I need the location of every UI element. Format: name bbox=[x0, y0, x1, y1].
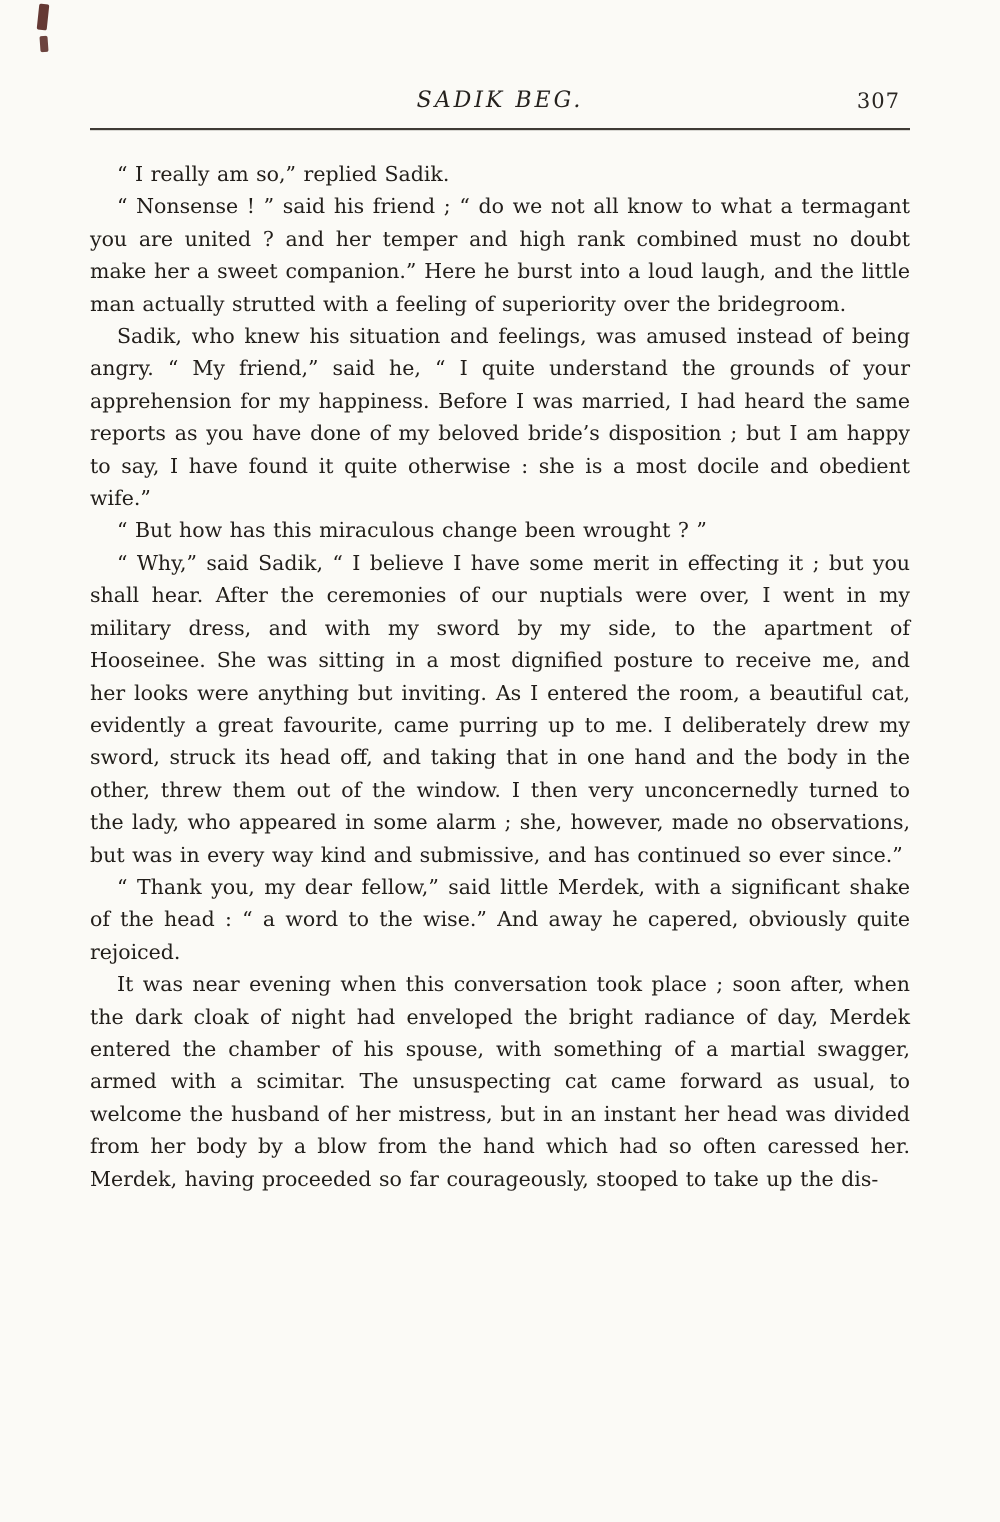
text-body bbox=[90, 158, 910, 1195]
scan-artifact bbox=[39, 36, 48, 53]
paragraph: “ Why,” said Sadik, “ I believe I have some merit in effecting it ; but you shall hear. After the ceremonies of our nuptials were over, I went in my military dress, and with my sword by my side, to the apartment of Hooseinee. She was sitting in a most dignified posture to receive me, and her looks were anything but inviting. As I entered the room, a beautiful cat, evidently a great favourite, came purring up to me. I deliberately drew my sword, struck its head off, and taking that in one hand and the body in the other, threw them out of the window. I then very unconcernedly turned to the lady, who appeared in some alarm ; she, however, made no observations, but was in every way kind and submissive, and has continued so ever since.” bbox=[90, 550, 910, 867]
paragraph: “ But how has this miraculous change been wrought ? ” bbox=[117, 518, 707, 543]
scan-artifact bbox=[37, 4, 50, 31]
text-column bbox=[90, 88, 910, 1195]
paragraph: Sadik, who knew his situation and feelings, was amused instead of being angry. “ My friend,” said he, “ I quite understand the grounds of your apprehension for my happiness. Before I was married, I had heard the same reports as you have done of my beloved bride’s disposition ; but I am happy to say, I have found it quite otherwise : she is a most docile and obedient wife.” bbox=[90, 324, 910, 511]
page-number: 307 bbox=[856, 89, 900, 113]
paragraph: “ Thank you, my dear fellow,” said little Merdek, with a significant shake of the head : “ a word to the wise.” And away he capered, obviously quite rejoiced. bbox=[90, 874, 910, 964]
header-rule-divider bbox=[90, 128, 910, 130]
paragraph: It was near evening when this conversation took place ; soon after, when the dark cloak of night had enveloped the bright radiance of day, Merdek entered the chamber of his spouse, with something of a martial swagger, armed with a scimitar. The unsuspecting cat came forward as usual, to welcome the husband of her mistress, but in an instant her head was divided from her body by a blow from the hand which had so often caressed her. Merdek, having proceeded so far courageously, stooped to take up the dis- bbox=[90, 972, 910, 1191]
page-header bbox=[90, 88, 910, 122]
running-title: SADIK BEG. bbox=[416, 88, 584, 113]
paragraph: “ I really am so,” replied Sadik. bbox=[117, 162, 450, 186]
paragraph: “ Nonsense ! ” said his friend ; “ do we not all know to what a termagant you are united ? and her temper and high rank combined must no doubt make her a sweet companion.” Here he burst into a loud laugh, and the little man actually strutted with a feeling of superiority over the bridegroom. bbox=[90, 194, 910, 316]
